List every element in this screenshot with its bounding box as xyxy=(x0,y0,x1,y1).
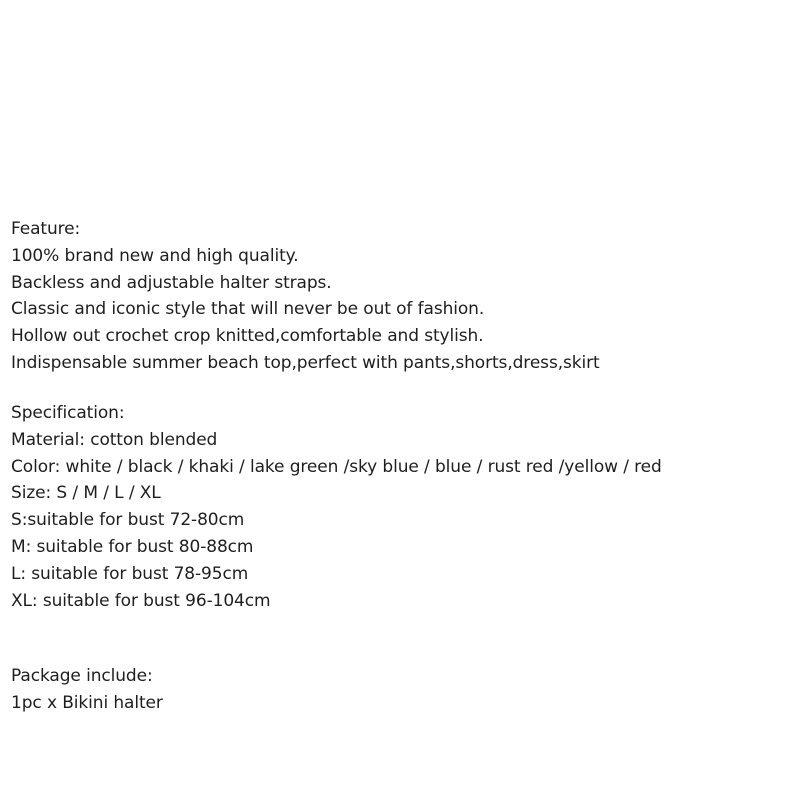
feature-line: Hollow out crochet crop knitted,comfortable and stylish. xyxy=(11,326,484,347)
specification-heading: Specification: xyxy=(11,403,125,423)
package-section xyxy=(11,663,163,717)
specification-line: S:suitable for bust 72-80cm xyxy=(11,510,245,531)
feature-section xyxy=(11,216,600,377)
package-line: 1pc x Bikini halter xyxy=(11,692,163,713)
feature-line: Indispensable summer beach top,perfect with pants,shorts,dress,skirt xyxy=(11,352,600,373)
feature-line: Backless and adjustable halter straps. xyxy=(11,272,332,293)
specification-line: Material: cotton blended xyxy=(11,429,218,450)
feature-line: Classic and iconic style that will never be out of fashion. xyxy=(11,299,485,320)
specification-section xyxy=(11,400,662,614)
feature-line: 100% brand new and high quality. xyxy=(11,245,299,266)
specification-line: M: suitable for bust 80-88cm xyxy=(11,536,254,557)
specification-line: Size: S / M / L / XL xyxy=(11,483,161,504)
specification-line: Color: white / black / khaki / lake green /sky blue / blue / rust red /yellow / red xyxy=(11,456,662,477)
specification-line: XL: suitable for bust 96-104cm xyxy=(11,590,271,611)
package-heading: Package include: xyxy=(11,666,153,686)
specification-line: L: suitable for bust 78-95cm xyxy=(11,563,249,584)
feature-heading: Feature: xyxy=(11,219,81,239)
